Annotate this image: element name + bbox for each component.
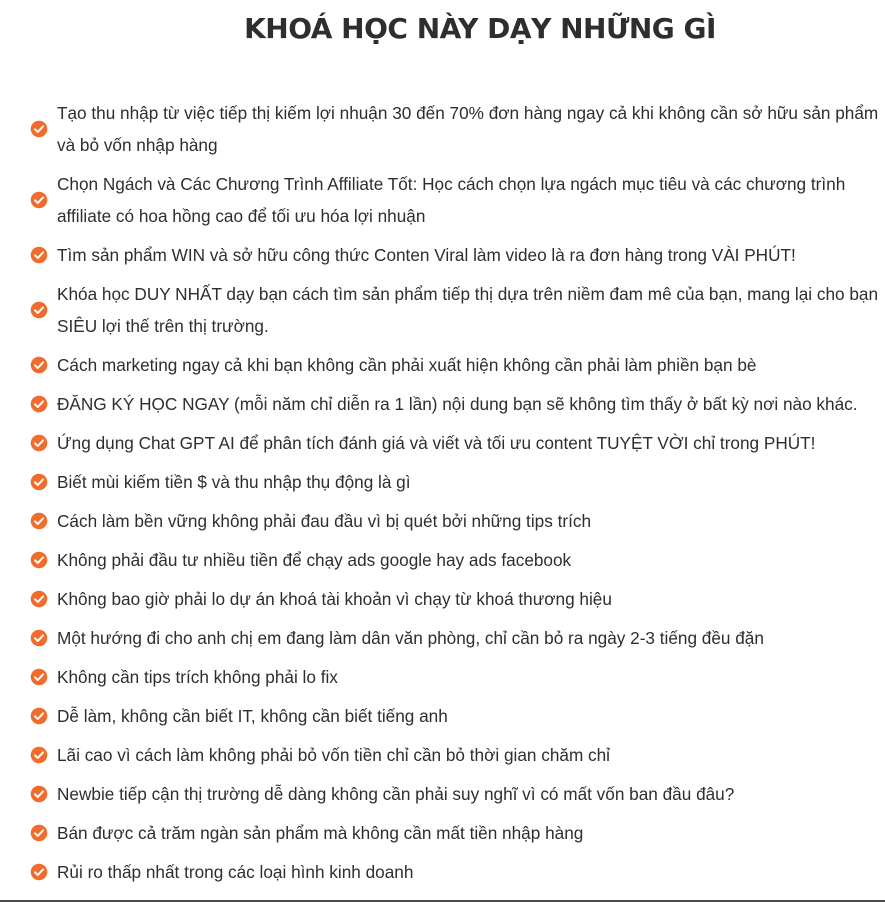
check-circle-icon bbox=[30, 551, 48, 569]
check-circle-icon bbox=[30, 301, 48, 319]
check-circle-icon bbox=[30, 473, 48, 491]
list-item bbox=[30, 427, 880, 459]
list-item-text: Lãi cao vì cách làm không phải bỏ vốn tiền chỉ cần bỏ thời gian chăm chỉ bbox=[57, 745, 611, 765]
check-circle-icon bbox=[30, 120, 48, 138]
list-item-text: Khóa học DUY NHẤT dạy bạn cách tìm sản phẩm tiếp thị dựa trên niềm đam mê của bạn, mang lại cho bạn SIÊU lợi thế trên thị trường. bbox=[57, 284, 879, 336]
list-item-text: Bán được cả trăm ngàn sản phẩm mà không cần mất tiền nhập hàng bbox=[57, 823, 584, 843]
check-circle-icon bbox=[30, 668, 48, 686]
list-item bbox=[30, 739, 880, 771]
list-item bbox=[30, 388, 880, 420]
check-circle-icon bbox=[30, 629, 48, 647]
check-circle-icon bbox=[30, 434, 48, 452]
list-item bbox=[30, 544, 880, 576]
check-circle-icon bbox=[30, 863, 48, 881]
list-item-text: Tạo thu nhập từ việc tiếp thị kiếm lợi nhuận 30 đến 70% đơn hàng ngay cả khi không cần sở hữu sản phẩm và bỏ vốn nhập hàng bbox=[57, 103, 879, 155]
list-item-text: Không bao giờ phải lo dự án khoá tài khoản vì chạy từ khoá thương hiệu bbox=[57, 589, 612, 609]
list-item bbox=[30, 778, 880, 810]
list-item-text: Dễ làm, không cần biết IT, không cần biết tiếng anh bbox=[57, 706, 448, 726]
check-circle-icon bbox=[30, 395, 48, 413]
list-item bbox=[30, 622, 880, 654]
check-circle-icon bbox=[30, 356, 48, 374]
list-item bbox=[30, 278, 880, 342]
list-item bbox=[30, 505, 880, 537]
list-item bbox=[30, 168, 880, 232]
check-circle-icon bbox=[30, 246, 48, 264]
check-circle-icon bbox=[30, 590, 48, 608]
list-item bbox=[30, 239, 880, 271]
list-item bbox=[30, 466, 880, 498]
list-item-text: Không cần tips trích không phải lo fix bbox=[57, 667, 338, 687]
list-item-text: Biết mùi kiếm tiền $ và thu nhập thụ động là gì bbox=[57, 472, 411, 492]
check-circle-icon bbox=[30, 512, 48, 530]
check-circle-icon bbox=[30, 824, 48, 842]
list-item bbox=[30, 349, 880, 381]
list-item-text: Newbie tiếp cận thị trường dễ dàng không cần phải suy nghĩ vì có mất vốn ban đầu đâu? bbox=[57, 784, 735, 804]
check-circle-icon bbox=[30, 191, 48, 209]
list-item bbox=[30, 700, 880, 732]
list-item-text: Cách làm bền vững không phải đau đầu vì bị quét bởi những tips trích bbox=[57, 511, 592, 531]
list-item-text: Không phải đầu tư nhiều tiền để chạy ads google hay ads facebook bbox=[57, 550, 572, 570]
list-item bbox=[30, 661, 880, 693]
list-item bbox=[30, 817, 880, 849]
section-title: KHOÁ HỌC NÀY DẠY NHỮNG GÌ bbox=[244, 12, 716, 45]
check-circle-icon bbox=[30, 707, 48, 725]
list-item-text: Chọn Ngách và Các Chương Trình Affiliate Tốt: Học cách chọn lựa ngách mục tiêu và các chương trình affiliate có hoa hồng cao để tối ưu hóa lợi nhuận bbox=[57, 174, 846, 226]
list-item-text: Ứng dụng Chat GPT AI để phân tích đánh giá và viết và tối ưu content TUYỆT VỜI chỉ trong PHÚT! bbox=[57, 433, 816, 453]
benefits-list bbox=[30, 97, 880, 895]
check-circle-icon bbox=[30, 785, 48, 803]
list-item-text: ĐĂNG KÝ HỌC NGAY (mỗi năm chỉ diễn ra 1 lần) nội dung bạn sẽ không tìm thấy ở bất kỳ nơi nào khác. bbox=[57, 394, 858, 414]
list-item-text: Rủi ro thấp nhất trong các loại hình kinh doanh bbox=[57, 862, 414, 882]
check-circle-icon bbox=[30, 746, 48, 764]
list-item bbox=[30, 583, 880, 615]
list-item-text: Một hướng đi cho anh chị em đang làm dân văn phòng, chỉ cần bỏ ra ngày 2-3 tiếng đều đặn bbox=[57, 628, 764, 648]
list-item bbox=[30, 856, 880, 888]
list-item-text: Cách marketing ngay cả khi bạn không cần phải xuất hiện không cần phải làm phiền bạn bè bbox=[57, 355, 757, 375]
list-item bbox=[30, 97, 880, 161]
list-item-text: Tìm sản phẩm WIN và sở hữu công thức Conten Viral làm video là ra đơn hàng trong VÀI PHÚT! bbox=[57, 245, 796, 265]
